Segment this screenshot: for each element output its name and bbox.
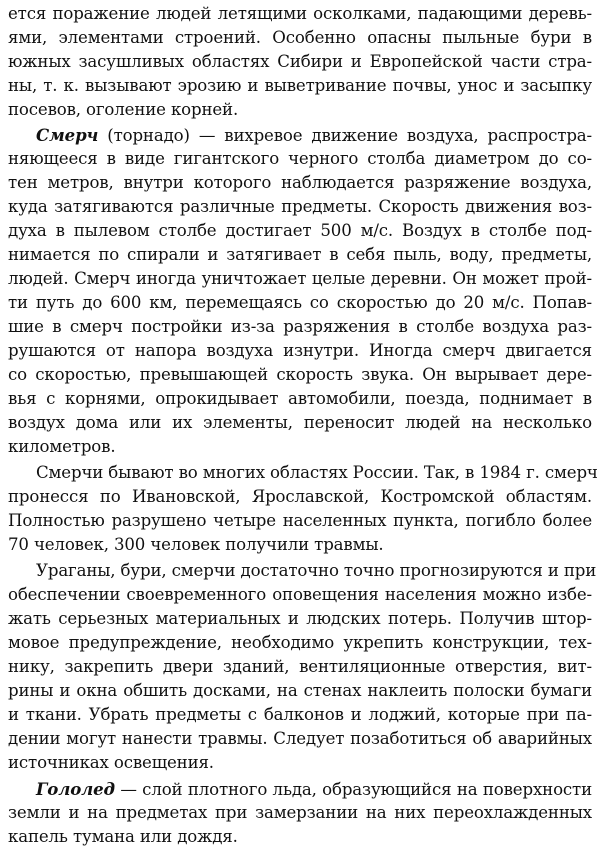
text-line: тен метров, внутри которого наблюдается разряжение воздуха, (8, 173, 592, 192)
first-line-rest: — слой плотного льда, образующийся на поверхности (114, 780, 592, 799)
text-line: источниках освещения. (8, 753, 214, 772)
paragraph-first-line (8, 123, 592, 147)
paragraph-first-line (8, 777, 592, 801)
text-line: жать серьезных материальных и людских потерь. Получив штор- (8, 609, 592, 628)
first-line-rest: (торнадо) — вихревое движение воздуха, распростра- (98, 126, 592, 145)
text-line: няющееся в виде гигантского черного столба диаметром до со- (8, 149, 592, 168)
term-smerch: Смерч (36, 125, 99, 145)
text-line: Смерчи бывают во многих областях России. Так, в 1984 г. смерч (36, 463, 598, 482)
text-line: дении могут нанести травмы. Следует позаботиться об аварийных (8, 729, 592, 748)
text-line: и ткани. Убрать предметы с балконов и лоджий, которые при па- (8, 705, 592, 724)
text-line: куда затягиваются различные предметы. Скорость движения воз- (8, 197, 592, 216)
text-line: земли и на предметах при замерзании на них переохлажденных (8, 803, 592, 822)
text-line: вья с корнями, опрокидывает автомобили, поезда, поднимает в (8, 389, 592, 408)
text-line: пронесся по Ивановской, Ярославской, Костромской областям. (8, 487, 592, 506)
text-line: южных засушливых областях Сибири и Европейской части стра- (8, 52, 592, 71)
text-line: шие в смерч постройки из-за разряжения в столбе воздуха раз- (8, 317, 592, 336)
text-line: Ураганы, бури, смерчи достаточно точно прогнозируются и при (36, 561, 597, 580)
text-line: 70 человек, 300 человек получили травмы. (8, 535, 384, 554)
term-gololed: Гололед (36, 779, 115, 799)
text-line: нимается по спирали и затягивает в себя пыль, воду, предметы, (8, 245, 592, 264)
text-line: нику, закрепить двери зданий, вентиляционные отверстия, вит- (8, 657, 592, 676)
text-line: рины и окна обшить досками, на стенах наклеить полоски бумаги (8, 681, 592, 700)
text-line: духа в пылевом столбе достигает 500 м/с. Воздух в столбе под- (8, 221, 592, 240)
text-line: людей. Смерч иногда уничтожает целые деревни. Он может прой- (8, 269, 592, 288)
text-line: ны, т. к. вызывают эрозию и выветривание почвы, унос и засыпку (8, 76, 592, 95)
text-line: со скоростью, превышающей скорость звука. Он вырывает дере- (8, 365, 592, 384)
text-line: мовое предупреждение, необходимо укрепить конструкции, тех- (8, 633, 592, 652)
text-line: ями, элементами строений. Особенно опасны пыльные бури в (8, 28, 592, 47)
text-line: ти путь до 600 км, перемещаясь со скоростью до 20 м/с. Попав- (8, 293, 592, 312)
text-line: Полностью разрушено четыре населенных пункта, погибло более (8, 511, 592, 530)
text-line: капель тумана или дождя. (8, 827, 238, 846)
text-line: посевов, оголение корней. (8, 100, 239, 119)
text-line: километров. (8, 437, 116, 456)
text-line: обеспечении своевременного оповещения населения можно избе- (8, 585, 592, 604)
text-line: ется поражение людей летящими осколками, падающими деревь- (8, 4, 592, 23)
text-line: рушаются от напора воздуха изнутри. Иногда смерч двигается (8, 341, 592, 360)
text-line: воздух дома или их элементы, переносит людей на несколько (8, 413, 592, 432)
